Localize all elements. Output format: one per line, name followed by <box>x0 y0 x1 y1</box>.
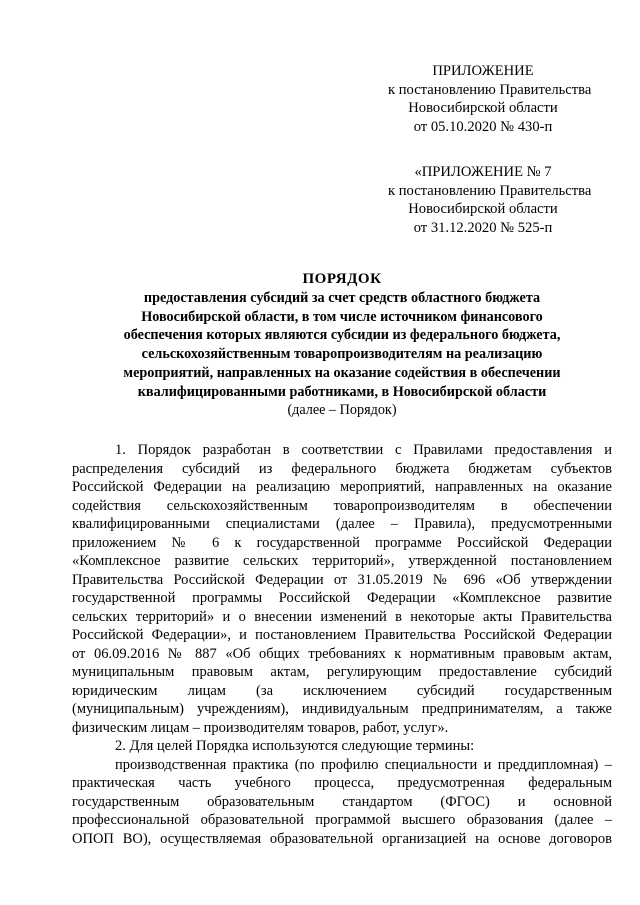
body-line: ОПОП ВО), осуществляемая образовательной организацией на основе договоров <box>72 830 612 847</box>
stamp-line: ПРИЛОЖЕНИЕ <box>432 63 534 79</box>
body-line: 1. Порядок разработан в соответствии с Правилами предоставления и <box>115 442 612 458</box>
body-line: квалифицированными специалистами (далее – Правила), предусмотренными <box>72 516 612 532</box>
body-line: государственным образовательным стандартом (ФГОС) и основной <box>72 793 612 810</box>
body-line: распределения субсидий из федерального бюджета бюджетам субъектов <box>72 460 612 477</box>
stamp-line: Новосибирской области <box>408 201 558 218</box>
stamp-line: к постановлению Правительства <box>388 182 592 199</box>
title-line: квалифицированными работниками, в Новосибирской области <box>137 383 547 400</box>
body-line: юридическим лицам (за исключением субсидий государственным <box>72 682 612 699</box>
title-line: сельскохозяйственным товаропроизводителям на реализацию <box>141 346 543 363</box>
body-line: производственная практика (по профилю специальности и преддипломная) – <box>115 756 612 773</box>
stamp-line: «ПРИЛОЖЕНИЕ № 7 <box>414 164 552 180</box>
body-line: физическим лицам – производителям товаров, работ, услуг». <box>72 719 449 736</box>
body-line: от 06.09.2016 № 887 «Об общих требованиях к нормативным правовым актам, <box>72 645 612 662</box>
body-line: (муниципальным) учреждениям), индивидуальным предпринимателям, а также <box>72 701 612 717</box>
body-line: Российской Федерации на реализацию мероприятий, направленных на оказание <box>72 479 612 495</box>
body-line: 2. Для целей Порядка используются следующие термины: <box>115 738 475 754</box>
document-title: ПОРЯДОК <box>302 271 382 287</box>
approval-stamp-original <box>388 163 592 237</box>
body-line: приложением № 6 к государственной программе Российской Федерации <box>72 534 612 551</box>
approval-stamp-current <box>388 62 592 136</box>
stamp-line: Новосибирской области <box>408 100 558 117</box>
title-line: Новосибирской области, в том числе источником финансового <box>141 308 543 325</box>
body-line: Правительства Российской Федерации от 31.05.2019 № 696 «Об утверждении <box>72 571 612 588</box>
body-line: «Комплексное развитие сельских территорий», утвержденной постановлением <box>72 553 612 569</box>
body-line: муниципальным правовым актам, регулирующим предоставление субсидий <box>72 664 612 680</box>
document-body <box>72 441 612 848</box>
stamp-line: от 31.12.2020 № 525-п <box>413 219 553 236</box>
body-line: сельских территорий» и о внесении изменений в некоторые акты Правительства <box>72 608 612 625</box>
body-line: Российской Федерации», и постановлением Правительства Российской Федерации <box>72 627 612 643</box>
stamp-line: к постановлению Правительства <box>388 81 592 98</box>
stamp-line: от 05.10.2020 № 430-п <box>413 118 553 135</box>
body-line: государственной программы Российской Федерации «Комплексное развитие <box>72 590 612 606</box>
body-line: практическая часть учебного процесса, предусмотренная федеральным <box>72 775 612 791</box>
document-title-block <box>72 270 612 420</box>
title-line: обеспечения которых являются субсидии из федерального бюджета, <box>123 327 561 344</box>
title-line: предоставления субсидий за счет средств областного бюджета <box>143 290 541 306</box>
body-line: профессиональной образовательной программой высшего образования (далее – <box>72 812 612 828</box>
title-line: мероприятий, направленных на оказание содействия в обеспечении <box>123 364 561 381</box>
title-note: (далее – Порядок) <box>287 402 397 419</box>
body-line: содействия сельскохозяйственным товаропроизводителям в обеспечении <box>72 497 612 514</box>
